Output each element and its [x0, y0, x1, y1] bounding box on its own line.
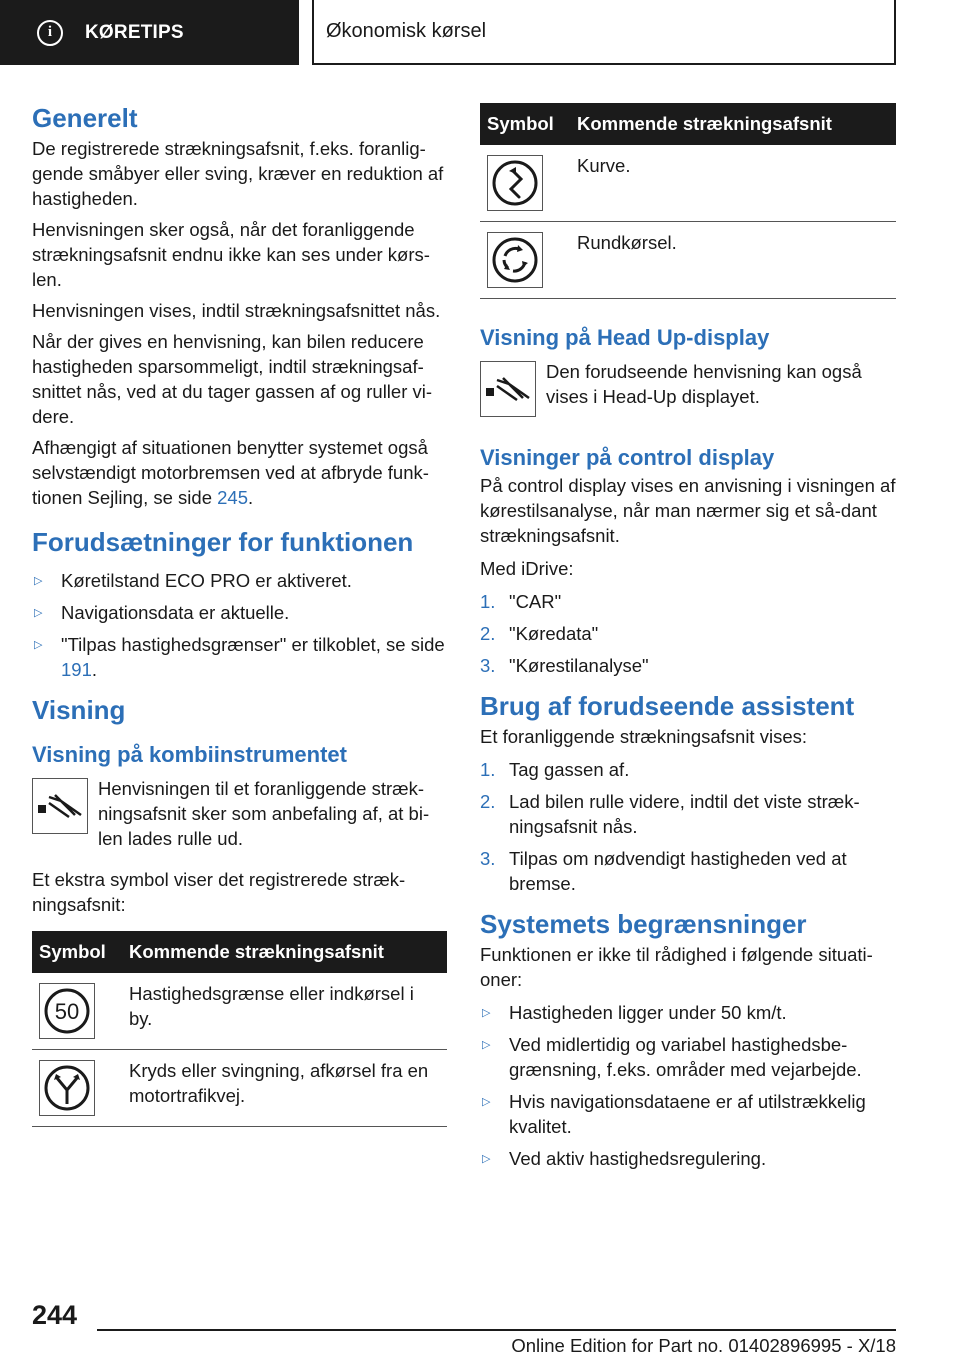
list-item [480, 1146, 896, 1171]
triangle-bullet-icon: ▷ [482, 1153, 491, 1165]
table-row [480, 145, 896, 222]
list-item [480, 757, 896, 782]
heading-control-display: Visninger på control display [480, 445, 775, 470]
list-item-end: . [91, 659, 98, 680]
heading-visning: Visning [32, 695, 126, 725]
paragraph: Når der gives en henvisning, kan bilen reducere hastigheden sparsommeligt, indtil strækningsaf‐snittet nås, ved at du tager gassen af og ruller vi‐dere. [32, 331, 433, 427]
curve-icon [487, 155, 543, 211]
table-cell-text: Kryds eller svingning, afkørsel fra en motortrafikvej. [122, 1050, 447, 1127]
step-text: "Kørestilanalyse" [509, 655, 649, 676]
table-cell-icon [32, 1050, 122, 1127]
list-item-text: Ved midlertidig og variabel hastighedsbe‐grænsning, f.eks. områder med vejarbejde. [509, 1034, 862, 1080]
heading-head-up-display: Visning på Head Up-display [480, 325, 770, 350]
hud-text: Den forudseende henvisning kan også vises i Head-Up displayet. [546, 361, 862, 407]
page-link-191[interactable]: 191 [61, 659, 92, 680]
heading-kombiinstrument: Visning på kombiinstrumentet [32, 742, 347, 767]
coasting-hint-icon [32, 778, 88, 834]
info-icon: i [37, 20, 63, 46]
heading-brug-assistent: Brug af forudseende assistent [480, 691, 855, 721]
table-header-symbol: Symbol [480, 103, 570, 145]
step-text: Tag gassen af. [509, 759, 630, 780]
step-number: 3. [480, 848, 496, 869]
step-number: 2. [480, 791, 496, 812]
paragraph: Henvisningen sker også, når det foranliggende strækningsafsnit endnu ikke kan ses under kørs‐len. [32, 219, 430, 290]
list-item-text: Køretilstand ECO PRO er aktiveret. [61, 570, 352, 591]
hud-row [480, 359, 896, 417]
table-cell-icon [480, 145, 570, 222]
header-title: Økonomisk kørsel [326, 20, 487, 42]
heading-begraensninger: Systemets begrænsninger [480, 909, 807, 939]
left-column [32, 100, 447, 1127]
brug-steps [480, 757, 896, 896]
prerequisites-list [32, 568, 447, 682]
idrive-steps [480, 589, 896, 678]
paragraph: Et ekstra symbol viser det registrerede stræk‐ningsafsnit: [32, 869, 406, 915]
header-section-label: KØRETIPS [85, 21, 184, 43]
roundabout-icon [487, 232, 543, 288]
heading-forudsaetninger: Forudsætninger for funktionen [32, 527, 414, 557]
paragraph-text: Afhængigt af situationen benytter systemet også selvstændigt motorbremsen ved at afbryde funk‐tionen Sejling, se side [32, 437, 429, 508]
paragraph [32, 435, 447, 510]
table-row [480, 222, 896, 299]
paragraph: Et foranliggende strækningsafsnit vises: [480, 726, 808, 747]
step-number: 2. [480, 623, 496, 644]
list-item [480, 1000, 896, 1025]
list-item [480, 1089, 896, 1139]
coasting-hint-icon [480, 361, 536, 417]
footer-edition: Online Edition for Part no. 01402896995 - X/18 [511, 1335, 896, 1356]
list-item [32, 632, 447, 682]
speed-limit-50-text: 50 [54, 999, 80, 1024]
step-number: 3. [480, 655, 496, 676]
table-row [32, 973, 447, 1050]
footer-divider [97, 1329, 896, 1331]
step-text: Lad bilen rulle videre, indtil det viste stræk‐ningsafsnit nås. [509, 791, 860, 837]
table-cell-icon [480, 222, 570, 299]
table-cell-text: Kurve. [570, 145, 896, 222]
paragraph: På control display vises en anvisning i visningen af kørestilsanalyse, når man nærmer sig et så‐dant strækningsafsnit. [480, 475, 896, 546]
step-text: Tilpas om nødvendigt hastigheden ved at bremse. [509, 848, 847, 894]
table-cell-icon [32, 973, 122, 1050]
header-section-tab [0, 0, 299, 65]
paragraph: Med iDrive: [480, 558, 574, 579]
list-item [480, 653, 896, 678]
page-link-245[interactable]: 245 [217, 487, 248, 508]
triangle-bullet-icon: ▷ [482, 1039, 491, 1051]
list-item [480, 1032, 896, 1082]
symbol-table-left [32, 931, 447, 1127]
paragraph: Funktionen er ikke til rådighed i følgende situati‐oner: [480, 944, 873, 990]
list-item [32, 568, 447, 593]
table-cell-text: Rundkørsel. [570, 222, 896, 299]
step-text: "Køredata" [509, 623, 599, 644]
table-header-section: Kommende strækningsafsnit [570, 103, 896, 145]
triangle-bullet-icon: ▷ [482, 1096, 491, 1108]
speed-limit-50-icon [39, 983, 95, 1039]
right-column [480, 103, 896, 1178]
page-number: 244 [32, 1300, 78, 1330]
triangle-bullet-icon: ▷ [34, 575, 43, 587]
paragraph: Henvisningen vises, indtil strækningsafsnittet nås. [32, 300, 441, 321]
symbol-table-right [480, 103, 896, 299]
list-item [480, 846, 896, 896]
list-item-text: Hvis navigationsdataene er af utilstrækkelig kvalitet. [509, 1091, 866, 1137]
step-number: 1. [480, 591, 496, 612]
triangle-bullet-icon: ▷ [34, 639, 43, 651]
table-header-symbol: Symbol [32, 931, 122, 973]
kombi-text: Henvisningen til et foranliggende stræk‐ningsafsnit sker som anbefaling af, at bi‐len lades rulle ud. [98, 778, 430, 849]
limitations-list [480, 1000, 896, 1171]
list-item-text: Ved aktiv hastighedsregulering. [509, 1148, 767, 1169]
header-title-box [312, 0, 896, 65]
table-row [32, 1050, 447, 1127]
list-item [480, 621, 896, 646]
table-header-section: Kommende strækningsafsnit [122, 931, 447, 973]
list-item-text: "Tilpas hastighedsgrænser" er tilkoblet, se side [61, 634, 445, 655]
list-item-text: Navigationsdata er aktuelle. [61, 602, 290, 623]
list-item [480, 789, 896, 839]
list-item [32, 600, 447, 625]
paragraph: De registrerede strækningsafsnit, f.eks. foranlig‐gende småbyer eller sving, kræver en reduktion af hastigheden. [32, 138, 444, 209]
step-text: "CAR" [509, 591, 562, 612]
paragraph-end: . [248, 487, 254, 508]
triangle-bullet-icon: ▷ [482, 1007, 491, 1019]
step-number: 1. [480, 759, 496, 780]
list-item-text: Hastigheden ligger under 50 km/t. [509, 1002, 787, 1023]
kombi-row [32, 776, 447, 851]
table-cell-text: Hastighedsgrænse eller indkørsel i by. [122, 973, 447, 1050]
list-item [480, 589, 896, 614]
junction-icon [39, 1060, 95, 1116]
triangle-bullet-icon: ▷ [34, 607, 43, 619]
heading-generelt: Generelt [32, 103, 138, 133]
